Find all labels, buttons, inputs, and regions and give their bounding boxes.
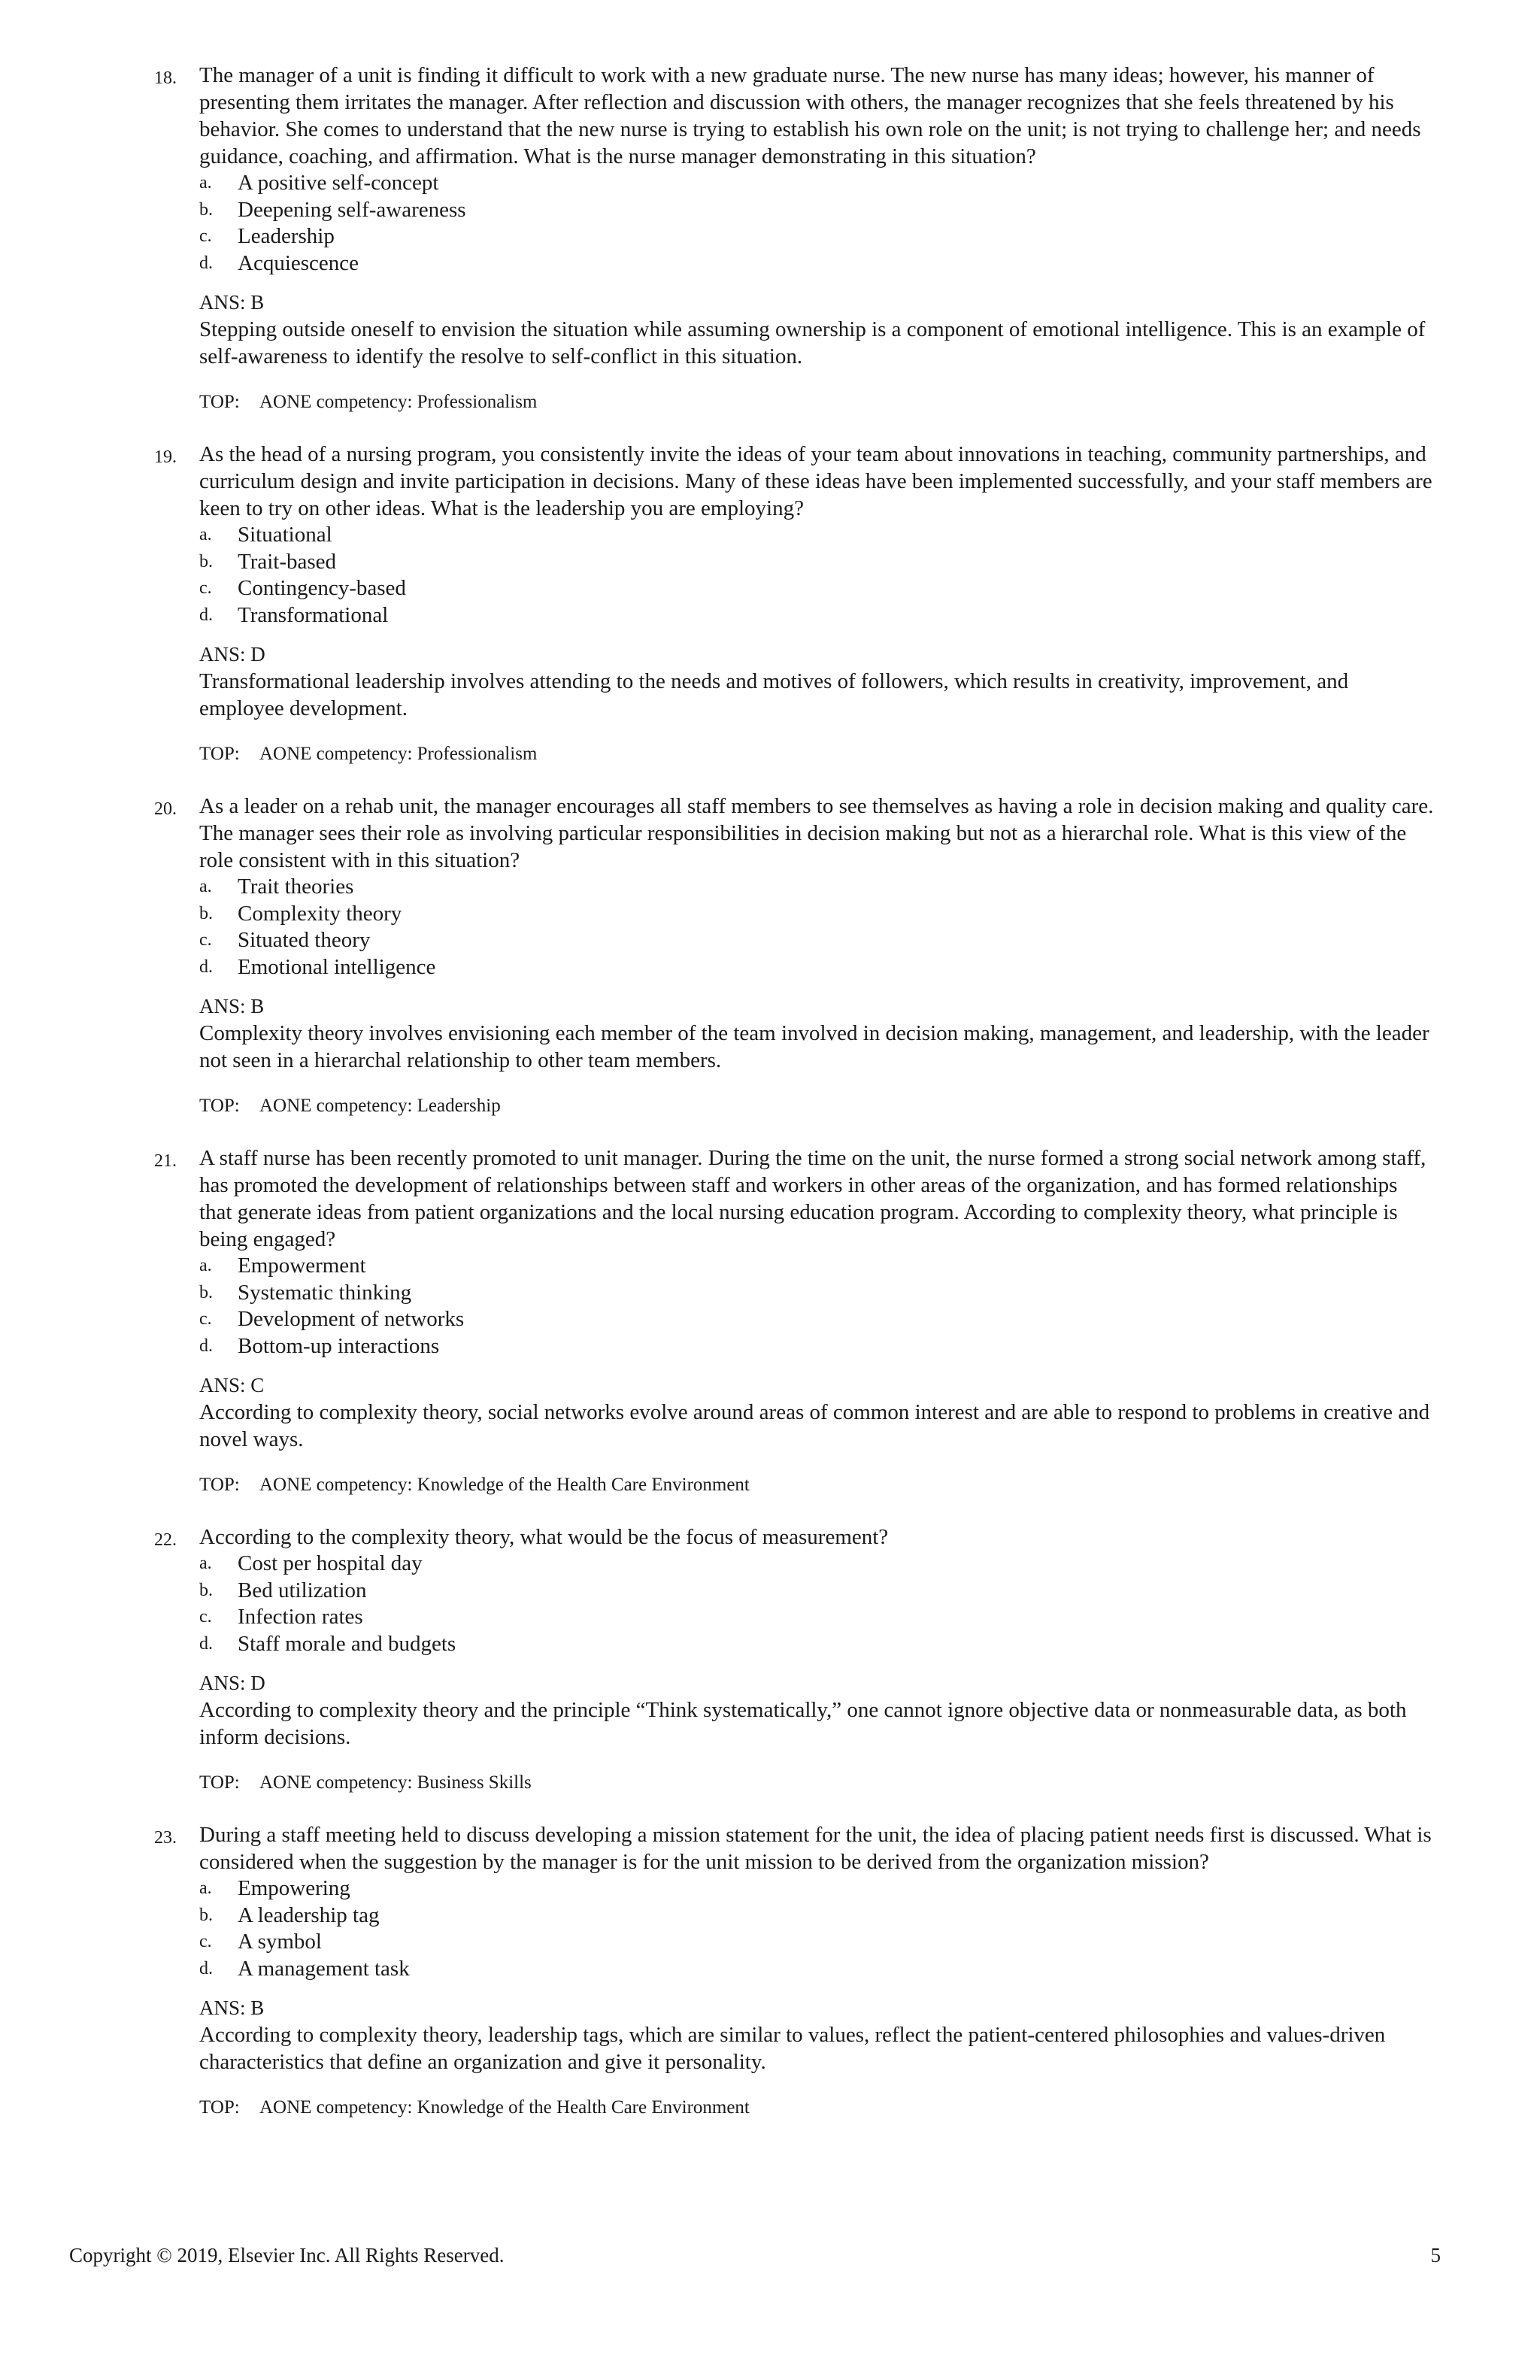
option-c [199,575,1435,602]
option-d [199,1333,1435,1360]
option-text: A symbol [238,1930,322,1954]
question-number: 19. [154,447,177,467]
option-letter: b. [199,1905,213,1925]
option-text: A positive self-concept [238,171,439,195]
option-text: Acquiescence [238,250,359,275]
question-stem: The manager of a unit is finding it difficult to work with a new graduate nurse. The new nurse has many ideas; however, his manner of presenting them irritates the manager. After reflection and discussion with others, the manager recognizes that she feels threatened by his behavior. She comes to understand that the new nurse is trying to establish his own role on the unit; is not trying to challenge her; and needs guidance, coaching, and affirmation. What is the nurse manager demonstrating in this situation? [199,63,1421,168]
option-b [199,1280,1435,1307]
question-body [199,441,1435,767]
question-body [199,793,1435,1119]
option-text: Contingency-based [238,576,406,600]
question-stem: During a staff meeting held to discuss developing a mission statement for the unit, the idea of placing patient needs first is discussed. What is considered when the suggestion by the manager is for the unit mission to be derived from the organization mission? [199,1823,1432,1874]
option-text: Leadership [238,224,335,248]
question-body [199,1145,1435,1498]
page-footer [69,2242,1441,2268]
topic-text: AONE competency: Professionalism [259,392,538,412]
question-body [199,1524,1435,1796]
option-letter: d. [199,1958,213,1978]
answer-options [199,1253,1435,1360]
option-c [199,223,1435,250]
question-item [156,793,1435,1119]
question-stem: As a leader on a rehab unit, the manager encourages all staff members to see themselves as having a role in decision making and quality care. The manager sees their role as involving particular responsibilities in decision making but not as a hierarchal role. What is this view of the role consistent with in this situation? [199,794,1434,872]
question-number: 21. [154,1151,177,1171]
option-letter: a. [199,877,212,896]
topic-label: TOP: [199,1475,240,1495]
answer-options [199,170,1435,277]
option-letter: b. [199,1580,213,1600]
question-stem: A staff nurse has been recently promoted to unit manager. During the time on the unit, the nurse formed a strong social network among staff, has promoted the development of relationships between staff and workers in other areas of the organization, and has formed relationships that generate ideas from patient organizations and the local nursing education program. According to complexity theory, what principle is being engaged? [199,1146,1426,1251]
option-letter: d. [199,1633,213,1654]
option-c [199,927,1435,954]
option-a [199,522,1435,549]
topic-line [199,1472,1435,1498]
option-letter: a. [199,1878,212,1898]
option-b [199,1902,1435,1930]
topic-text: AONE competency: Business Skills [259,1772,532,1793]
option-text: A management task [238,1956,410,1981]
answer-options [199,522,1435,629]
option-letter: a. [199,1554,212,1573]
question-item [156,1524,1435,1796]
option-letter: d. [199,1336,213,1356]
copyright-notice: Copyright © 2019, Elsevier Inc. All Rights Reserved. [69,2244,505,2266]
option-text: Complexity theory [238,901,402,926]
answer-key: ANS: B [199,1996,265,2019]
question-list [156,62,1435,2146]
option-b [199,197,1435,224]
answer-key: ANS: D [199,1672,265,1694]
answer-key: ANS: B [199,995,265,1017]
option-text: Bottom-up interactions [238,1333,440,1358]
topic-label: TOP: [199,392,240,412]
option-d [199,1956,1435,1983]
option-letter: a. [199,525,212,544]
question-body [199,1821,1435,2121]
option-a [199,874,1435,901]
option-text: Transformational [238,602,389,627]
option-letter: c. [199,226,212,246]
option-letter: b. [199,199,213,220]
option-d [199,1631,1435,1658]
option-a [199,1253,1435,1280]
option-letter: a. [199,173,212,193]
page-number: 5 [1430,2244,1441,2266]
answer-key: ANS: C [199,1374,265,1396]
option-text: Staff morale and budgets [238,1631,456,1656]
option-text: Empowerment [238,1254,366,1278]
option-letter: c. [199,578,212,598]
topic-label: TOP: [199,2097,240,2118]
option-c [199,1929,1435,1956]
answer-key: ANS: B [199,291,265,314]
option-text: Situated theory [238,928,371,952]
topic-line [199,390,1435,415]
option-d [199,602,1435,629]
question-number: 22. [154,1530,177,1550]
option-a [199,1875,1435,1902]
topic-text: AONE competency: Knowledge of the Health Care Environment [259,2097,750,2118]
question-item [156,441,1435,767]
answer-options [199,1875,1435,1982]
rationale-text: According to complexity theory, social networks evolve around areas of common interest and are able to respond to problems in creative and novel ways. [199,1400,1430,1451]
answer-options [199,874,1435,981]
option-b [199,1578,1435,1605]
answer-key: ANS: D [199,643,265,665]
rationale-text: Complexity theory involves envisioning each member of the team involved in decision making, management, and leadership, with the leader not seen in a hierarchal relationship to other team members. [199,1021,1429,1072]
option-d [199,954,1435,981]
question-item [156,1145,1435,1498]
option-text: Situational [238,523,332,547]
option-text: Development of networks [238,1307,465,1331]
option-letter: b. [199,1282,213,1302]
option-letter: b. [199,551,213,572]
option-text: Infection rates [238,1605,363,1629]
topic-text: AONE competency: Professionalism [259,744,538,764]
topic-label: TOP: [199,1772,240,1793]
option-text: Systematic thinking [238,1280,412,1305]
question-stem: According to the complexity theory, what would be the focus of measurement? [199,1525,889,1549]
rationale-text: According to complexity theory, leadership tags, which are similar to values, reflect the patient-centered philosophies and values-driven characteristics that define an organization and give it personality. [199,2023,1386,2074]
rationale-text: According to complexity theory and the principle “Think systematically,” one cannot ignore objective data or nonmeasurable data, as both inform decisions. [199,1698,1407,1749]
question-item [156,1821,1435,2121]
question-number: 20. [154,799,177,819]
option-letter: b. [199,903,213,923]
topic-line [199,2095,1435,2121]
option-c [199,1604,1435,1631]
option-letter: c. [199,930,212,950]
rationale-text: Stepping outside oneself to envision the situation while assuming ownership is a component of emotional intelligence. This is an example of self-awareness to identify the resolve to self-conflict in this situation. [199,317,1426,368]
option-b [199,901,1435,928]
option-letter: d. [199,957,213,977]
option-letter: c. [199,1932,212,1951]
option-text: Trait-based [238,549,337,574]
option-a [199,1551,1435,1578]
option-c [199,1306,1435,1333]
option-d [199,250,1435,277]
option-letter: a. [199,1256,212,1275]
option-letter: d. [199,605,213,625]
option-letter: c. [199,1607,212,1627]
option-a [199,170,1435,197]
option-letter: c. [199,1309,212,1329]
option-text: A leadership tag [238,1902,380,1927]
topic-label: TOP: [199,1096,240,1116]
question-item [156,62,1435,415]
question-stem: As the head of a nursing program, you consistently invite the ideas of your team about innovations in teaching, community partnerships, and curriculum design and invite participation in decisions. Many of these ideas have been implemented successfully, and your staff members are keen to try on other ideas. What is the leadership you are employing? [199,442,1432,520]
option-text: Trait theories [238,875,354,899]
topic-line [199,741,1435,767]
answer-options [199,1551,1435,1657]
option-text: Bed utilization [238,1578,367,1602]
question-number: 23. [154,1828,177,1848]
rationale-text: Transformational leadership involves attending to the needs and motives of followers, which results in creativity, improvement, and employee development. [199,669,1349,720]
question-body [199,62,1435,415]
option-text: Cost per hospital day [238,1551,423,1575]
topic-line [199,1770,1435,1796]
option-text: Deepening self-awareness [238,197,466,222]
question-number: 18. [154,68,177,88]
topic-line [199,1093,1435,1119]
option-text: Emotional intelligence [238,954,436,979]
option-text: Empowering [238,1876,350,1900]
topic-label: TOP: [199,744,240,764]
topic-text: AONE competency: Leadership [259,1096,501,1116]
option-letter: d. [199,253,213,273]
option-b [199,549,1435,576]
topic-text: AONE competency: Knowledge of the Health Care Environment [259,1475,750,1495]
